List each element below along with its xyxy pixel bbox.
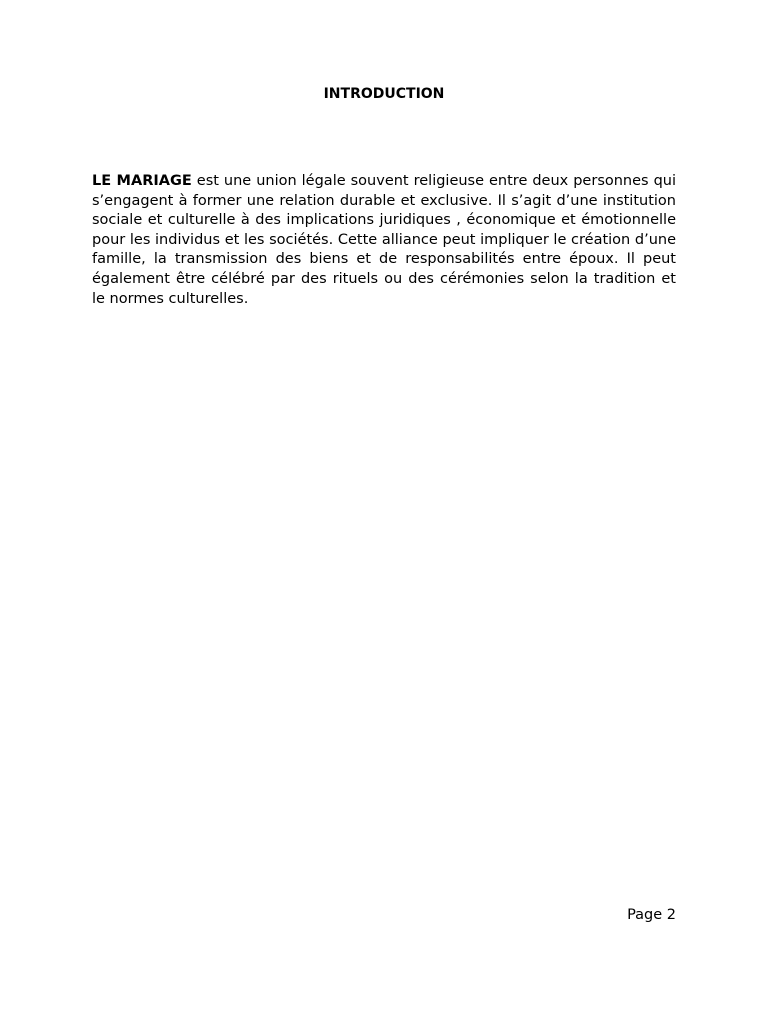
page-number: Page 2 <box>627 907 676 923</box>
page-title: INTRODUCTION <box>323 86 445 102</box>
intro-paragraph <box>92 172 676 309</box>
paragraph-lead-term: LE MARIAGE <box>92 173 192 189</box>
paragraph-body: est une union légale souvent religieuse entre deux personnes qui s’engagent à former une relation durable et exclusive. Il s’agit d’une institution sociale et culturelle à des implications juridiques , économique et émotionnelle pour les individus et les sociétés. Cette alliance peut impliquer le création d’une famille, la transmission des biens et de responsabilités entre époux. Il peut également être célébré par des rituels ou des cérémonies selon la tradition et le normes culturelles. <box>92 173 676 307</box>
